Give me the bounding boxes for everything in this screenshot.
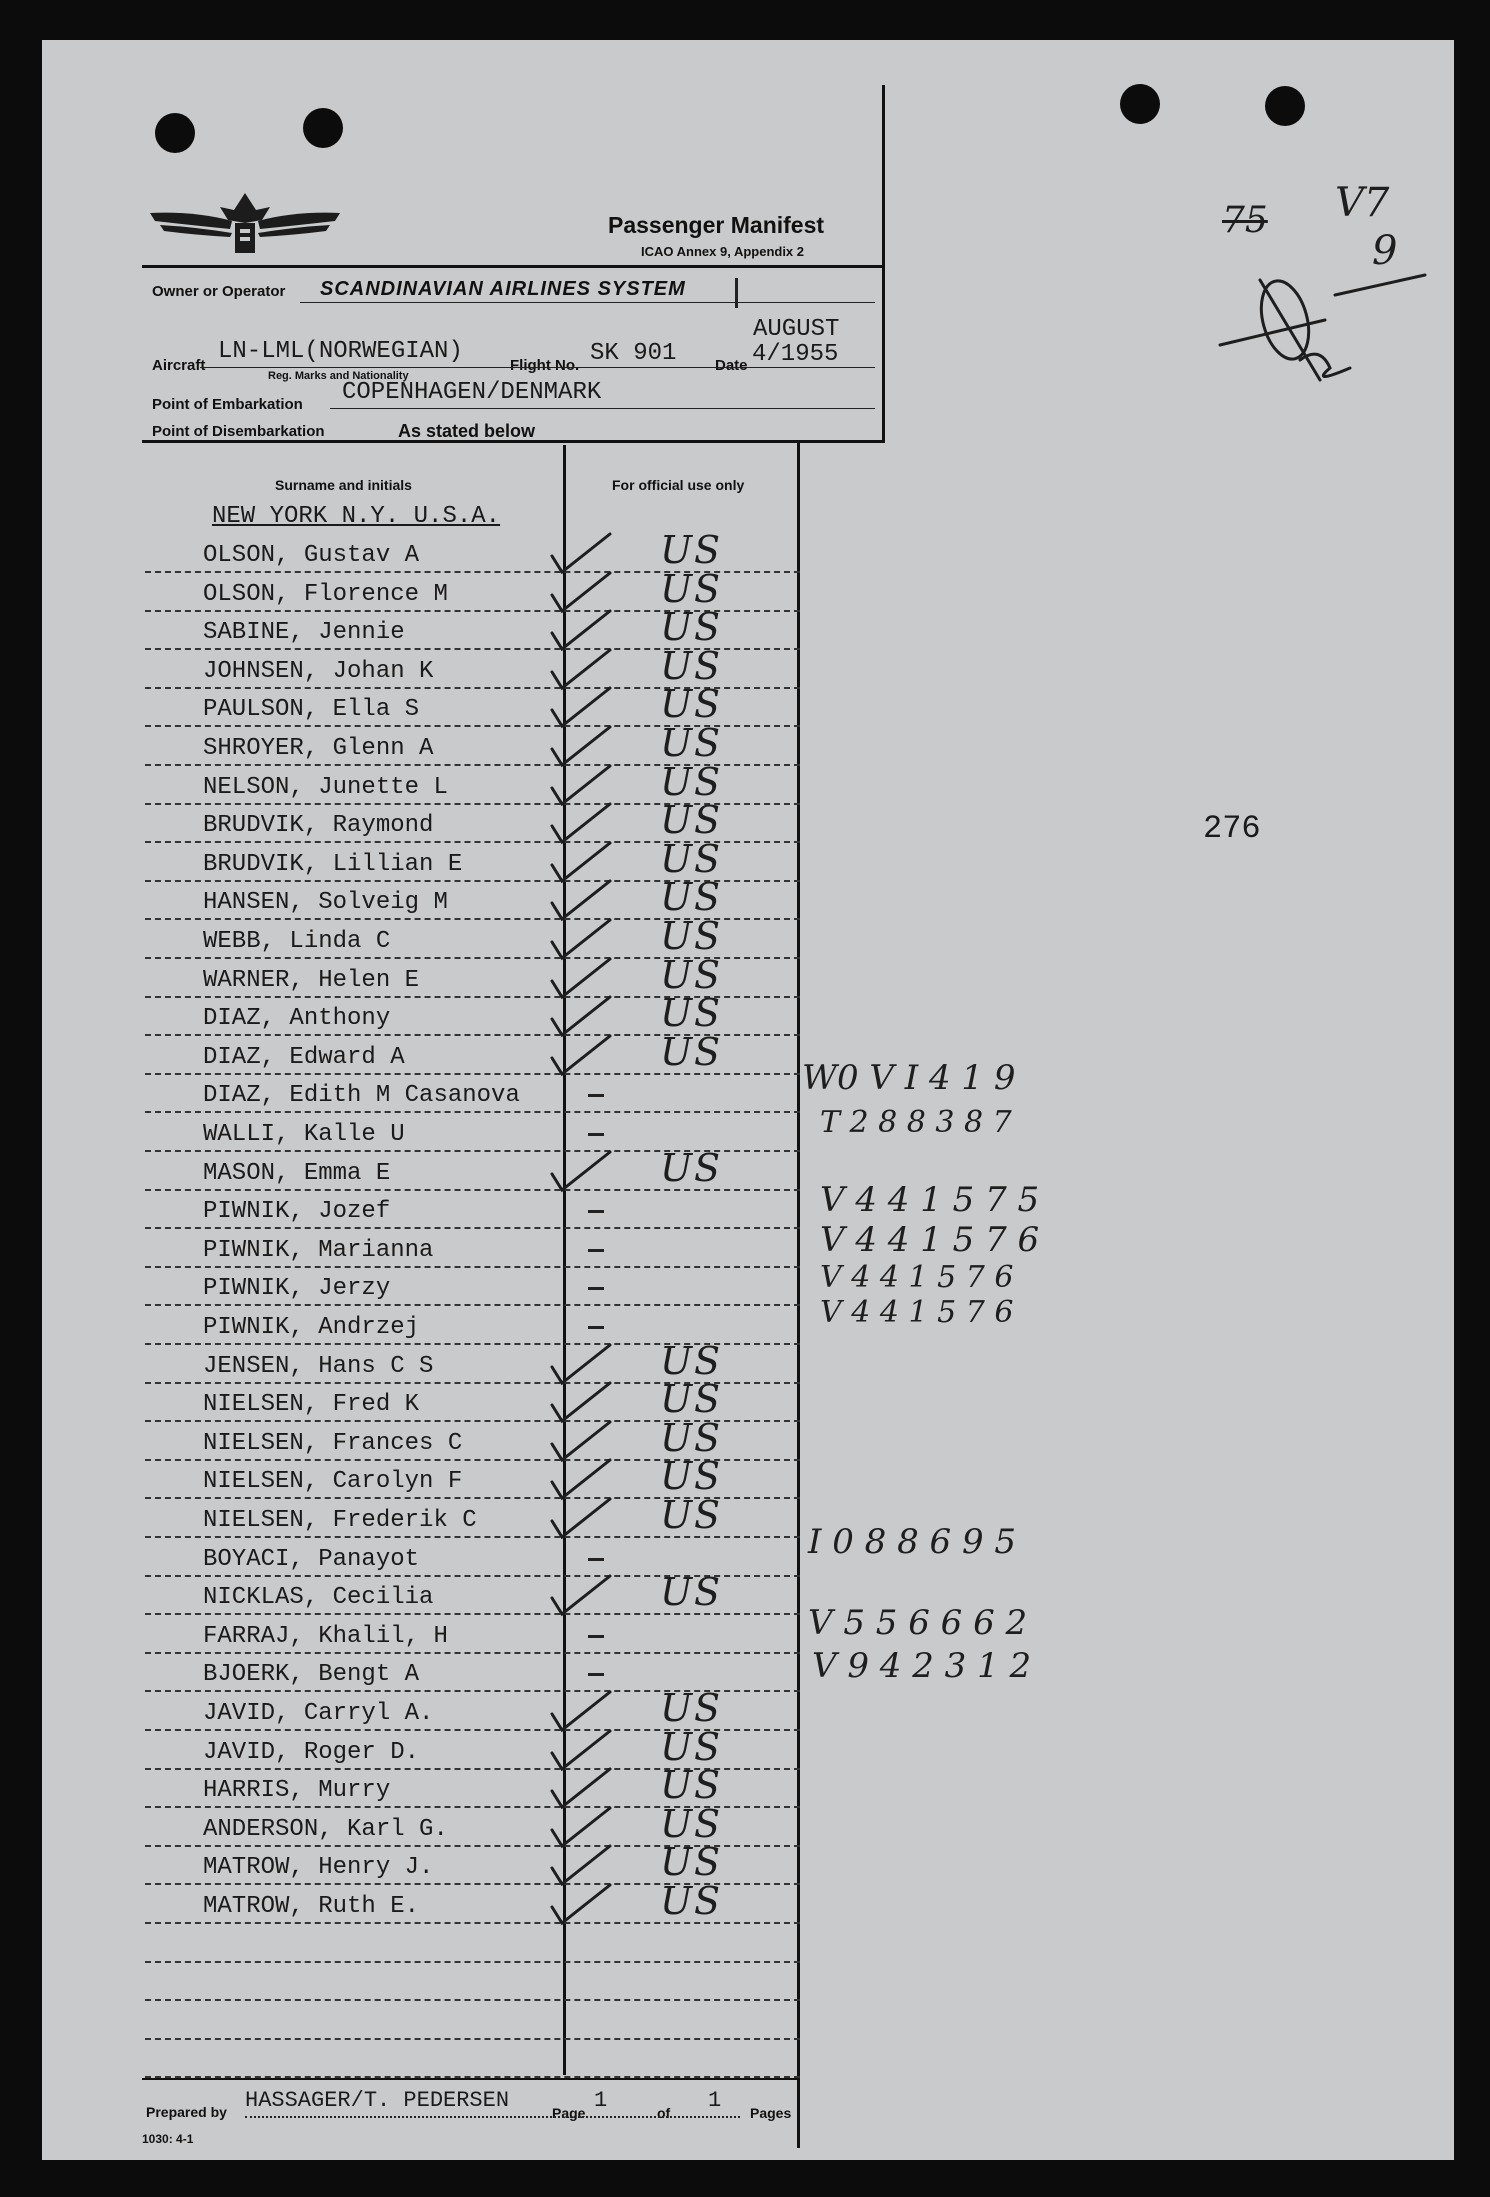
flight-label: Flight No. [510, 357, 580, 374]
owner-label: Owner or Operator [152, 283, 286, 300]
reg-label: Reg. Marks and Nationality [268, 370, 409, 382]
flight-value: SK 901 [590, 340, 677, 367]
passenger-name: JAVID, Roger D. [203, 1738, 420, 1766]
passenger-name: PAULSON, Ella S [203, 696, 420, 724]
note-2: T 2 8 8 3 8 7 [820, 1105, 1012, 1140]
corner-note-2: V7 [1335, 180, 1390, 226]
official-mark: US [660, 721, 723, 765]
footer-page-label: Page [552, 2105, 586, 2121]
official-mark: US [660, 605, 723, 650]
passenger-name: PIWNIK, Jozef [203, 1198, 391, 1226]
official-mark: US [660, 566, 723, 611]
passenger-name: JENSEN, Hans C S [203, 1352, 434, 1380]
footer-dots [245, 2116, 740, 2118]
passenger-name: HANSEN, Solveig M [203, 889, 448, 917]
check-mark-icon [548, 1493, 618, 1543]
dash-mark [588, 1326, 604, 1329]
aircraft-label: Aircraft [152, 357, 206, 374]
date-month: AUGUST [753, 316, 840, 343]
punch-hole [1120, 84, 1160, 124]
passenger-name: WALLI, Kalle U [203, 1121, 405, 1148]
passenger-name: NIELSEN, Fred K [203, 1391, 420, 1419]
official-mark: US [660, 1763, 723, 1808]
official-mark: US [660, 1377, 723, 1422]
official-mark: US [660, 528, 723, 572]
note-7: I 0 8 8 6 9 5 [808, 1522, 1017, 1562]
disembark-label: Point of Disembarkation [152, 423, 325, 440]
row-rule [145, 1652, 800, 1654]
passenger-name: BRUDVIK, Raymond [203, 812, 434, 840]
footer-pages-label: Pages [750, 2105, 792, 2121]
official-mark: US [660, 643, 723, 688]
row-rule [145, 1227, 800, 1229]
passenger-name: OLSON, Gustav A [203, 542, 420, 569]
column-header-name: Surname and initials [275, 477, 412, 493]
page-number: 276 [1203, 810, 1261, 847]
note-5: V 4 4 1 5 7 6 [820, 1260, 1014, 1295]
official-mark: US [660, 1029, 723, 1074]
passenger-name: JAVID, Carryl A. [203, 1700, 434, 1727]
check-mark-icon [548, 1570, 618, 1620]
dash-mark [588, 1210, 604, 1213]
official-mark: US [660, 1686, 723, 1730]
row-rule [145, 1304, 800, 1306]
passenger-name: SABINE, Jennie [203, 619, 405, 647]
date-label: Date [715, 357, 748, 374]
note-1: W0 V I 4 1 9 [802, 1058, 1016, 1098]
owner-line [300, 302, 875, 303]
official-mark: US [660, 682, 723, 727]
passenger-name: NELSON, Junette L [203, 773, 448, 801]
manifest-subtitle: ICAO Annex 9, Appendix 2 [641, 244, 805, 259]
header-divider [142, 265, 882, 268]
prepared-value: HASSAGER/T. PEDERSEN [245, 2088, 510, 2113]
passenger-name: WARNER, Helen E [203, 966, 420, 994]
passenger-name: NIELSEN, Carolyn F [203, 1468, 463, 1496]
official-mark: US [660, 1145, 723, 1190]
date-value: 4/1955 [752, 341, 839, 368]
passenger-name: PIWNIK, Marianna [203, 1236, 434, 1264]
passenger-name: BOYACI, Panayot [203, 1545, 420, 1573]
footer-line [142, 2078, 797, 2080]
passenger-name: MASON, Emma E [203, 1159, 391, 1187]
official-mark: US [660, 952, 723, 997]
column-header-official: For official use only [612, 477, 745, 493]
manifest-title: Passenger Manifest [608, 212, 825, 238]
check-mark-icon [548, 1030, 618, 1080]
check-mark-icon [548, 1879, 618, 1929]
owner-mark [735, 278, 738, 308]
dash-mark [588, 1133, 604, 1136]
passenger-name: DIAZ, Edward A [203, 1043, 405, 1071]
note-9: V 9 4 2 3 1 2 [812, 1646, 1032, 1686]
embark-line [330, 408, 875, 409]
official-mark: US [660, 1415, 723, 1460]
dash-mark [588, 1558, 604, 1561]
passenger-name: ANDERSON, Karl G. [203, 1815, 448, 1843]
official-mark: US [660, 991, 723, 1036]
official-mark: US [660, 914, 723, 958]
airline-logo-icon [150, 185, 340, 260]
footer-of-label: of [657, 2105, 671, 2121]
dash-mark [588, 1249, 604, 1252]
passenger-name: DIAZ, Edith M Casanova [203, 1082, 520, 1110]
passenger-name: WEBB, Linda C [203, 928, 391, 955]
official-mark: US [660, 1570, 723, 1615]
disembark-value: As stated below [398, 421, 536, 441]
corner-note-3: 9 [1372, 228, 1398, 274]
blank-rule [145, 1999, 800, 2001]
blank-rule [145, 1961, 800, 1963]
passenger-name: NIELSEN, Frances C [203, 1429, 463, 1457]
embark-label: Point of Embarkation [152, 396, 303, 413]
corner-note-1: 75 [1222, 200, 1268, 241]
official-mark: US [660, 836, 723, 881]
passenger-name: JOHNSEN, Johan K [203, 657, 434, 685]
official-mark: US [660, 798, 723, 843]
passenger-name: OLSON, Florence M [203, 580, 448, 608]
passenger-name: NICKLAS, Cecilia [203, 1584, 434, 1612]
official-mark: US [660, 1840, 723, 1885]
official-mark: US [660, 1724, 723, 1769]
official-mark: US [660, 759, 723, 804]
official-mark: US [660, 1338, 723, 1383]
row-rule [145, 1111, 800, 1113]
passenger-name: MATROW, Ruth E. [203, 1893, 420, 1920]
dash-mark [588, 1287, 604, 1290]
row-rule [145, 1266, 800, 1268]
passenger-name: SHROYER, Glenn A [203, 735, 434, 762]
note-8: V 5 5 6 6 6 2 [808, 1603, 1028, 1643]
form-code: 1030: 4-1 [142, 2132, 194, 2146]
embark-value: COPENHAGEN/DENMARK [342, 379, 602, 406]
destination-heading: NEW YORK N.Y. U.S.A. [212, 503, 501, 530]
dash-mark [588, 1673, 604, 1676]
official-mark: US [660, 1454, 723, 1499]
passenger-name: PIWNIK, Jerzy [203, 1275, 391, 1303]
official-mark: US [660, 1493, 723, 1537]
passenger-name: HARRIS, Murry [203, 1777, 391, 1805]
passenger-name: BJOERK, Bengt A [203, 1661, 420, 1689]
passenger-name: FARRAJ, Khalil, H [203, 1622, 448, 1650]
official-mark: US [660, 875, 723, 920]
note-4: V 4 4 1 5 7 6 [820, 1220, 1040, 1260]
owner-value: SCANDINAVIAN AIRLINES SYSTEM [320, 278, 686, 300]
passenger-name: PIWNIK, Andrzej [203, 1314, 420, 1341]
footer-of-value: 1 [708, 2088, 722, 2113]
note-6: V 4 4 1 5 7 6 [820, 1295, 1014, 1330]
passenger-name: BRUDVIK, Lillian E [203, 850, 463, 878]
official-mark: US [660, 1801, 723, 1846]
passenger-name: MATROW, Henry J. [203, 1854, 434, 1882]
aircraft-value: LN-LML(NORWEGIAN) [218, 338, 463, 365]
dash-mark [588, 1094, 604, 1097]
note-3: V 4 4 1 5 7 5 [820, 1180, 1040, 1220]
dash-mark [588, 1635, 604, 1638]
passenger-name: NIELSEN, Frederik C [203, 1507, 477, 1534]
punch-hole [1265, 86, 1305, 126]
official-mark: US [660, 1879, 723, 1923]
aircraft-line [200, 367, 875, 368]
check-mark-icon [548, 1146, 618, 1196]
prepared-label: Prepared by [146, 2104, 227, 2120]
passenger-name: DIAZ, Anthony [203, 1005, 391, 1033]
corner-scribble [1210, 250, 1430, 410]
footer-page-value: 1 [594, 2088, 608, 2113]
blank-rule [145, 2038, 800, 2040]
